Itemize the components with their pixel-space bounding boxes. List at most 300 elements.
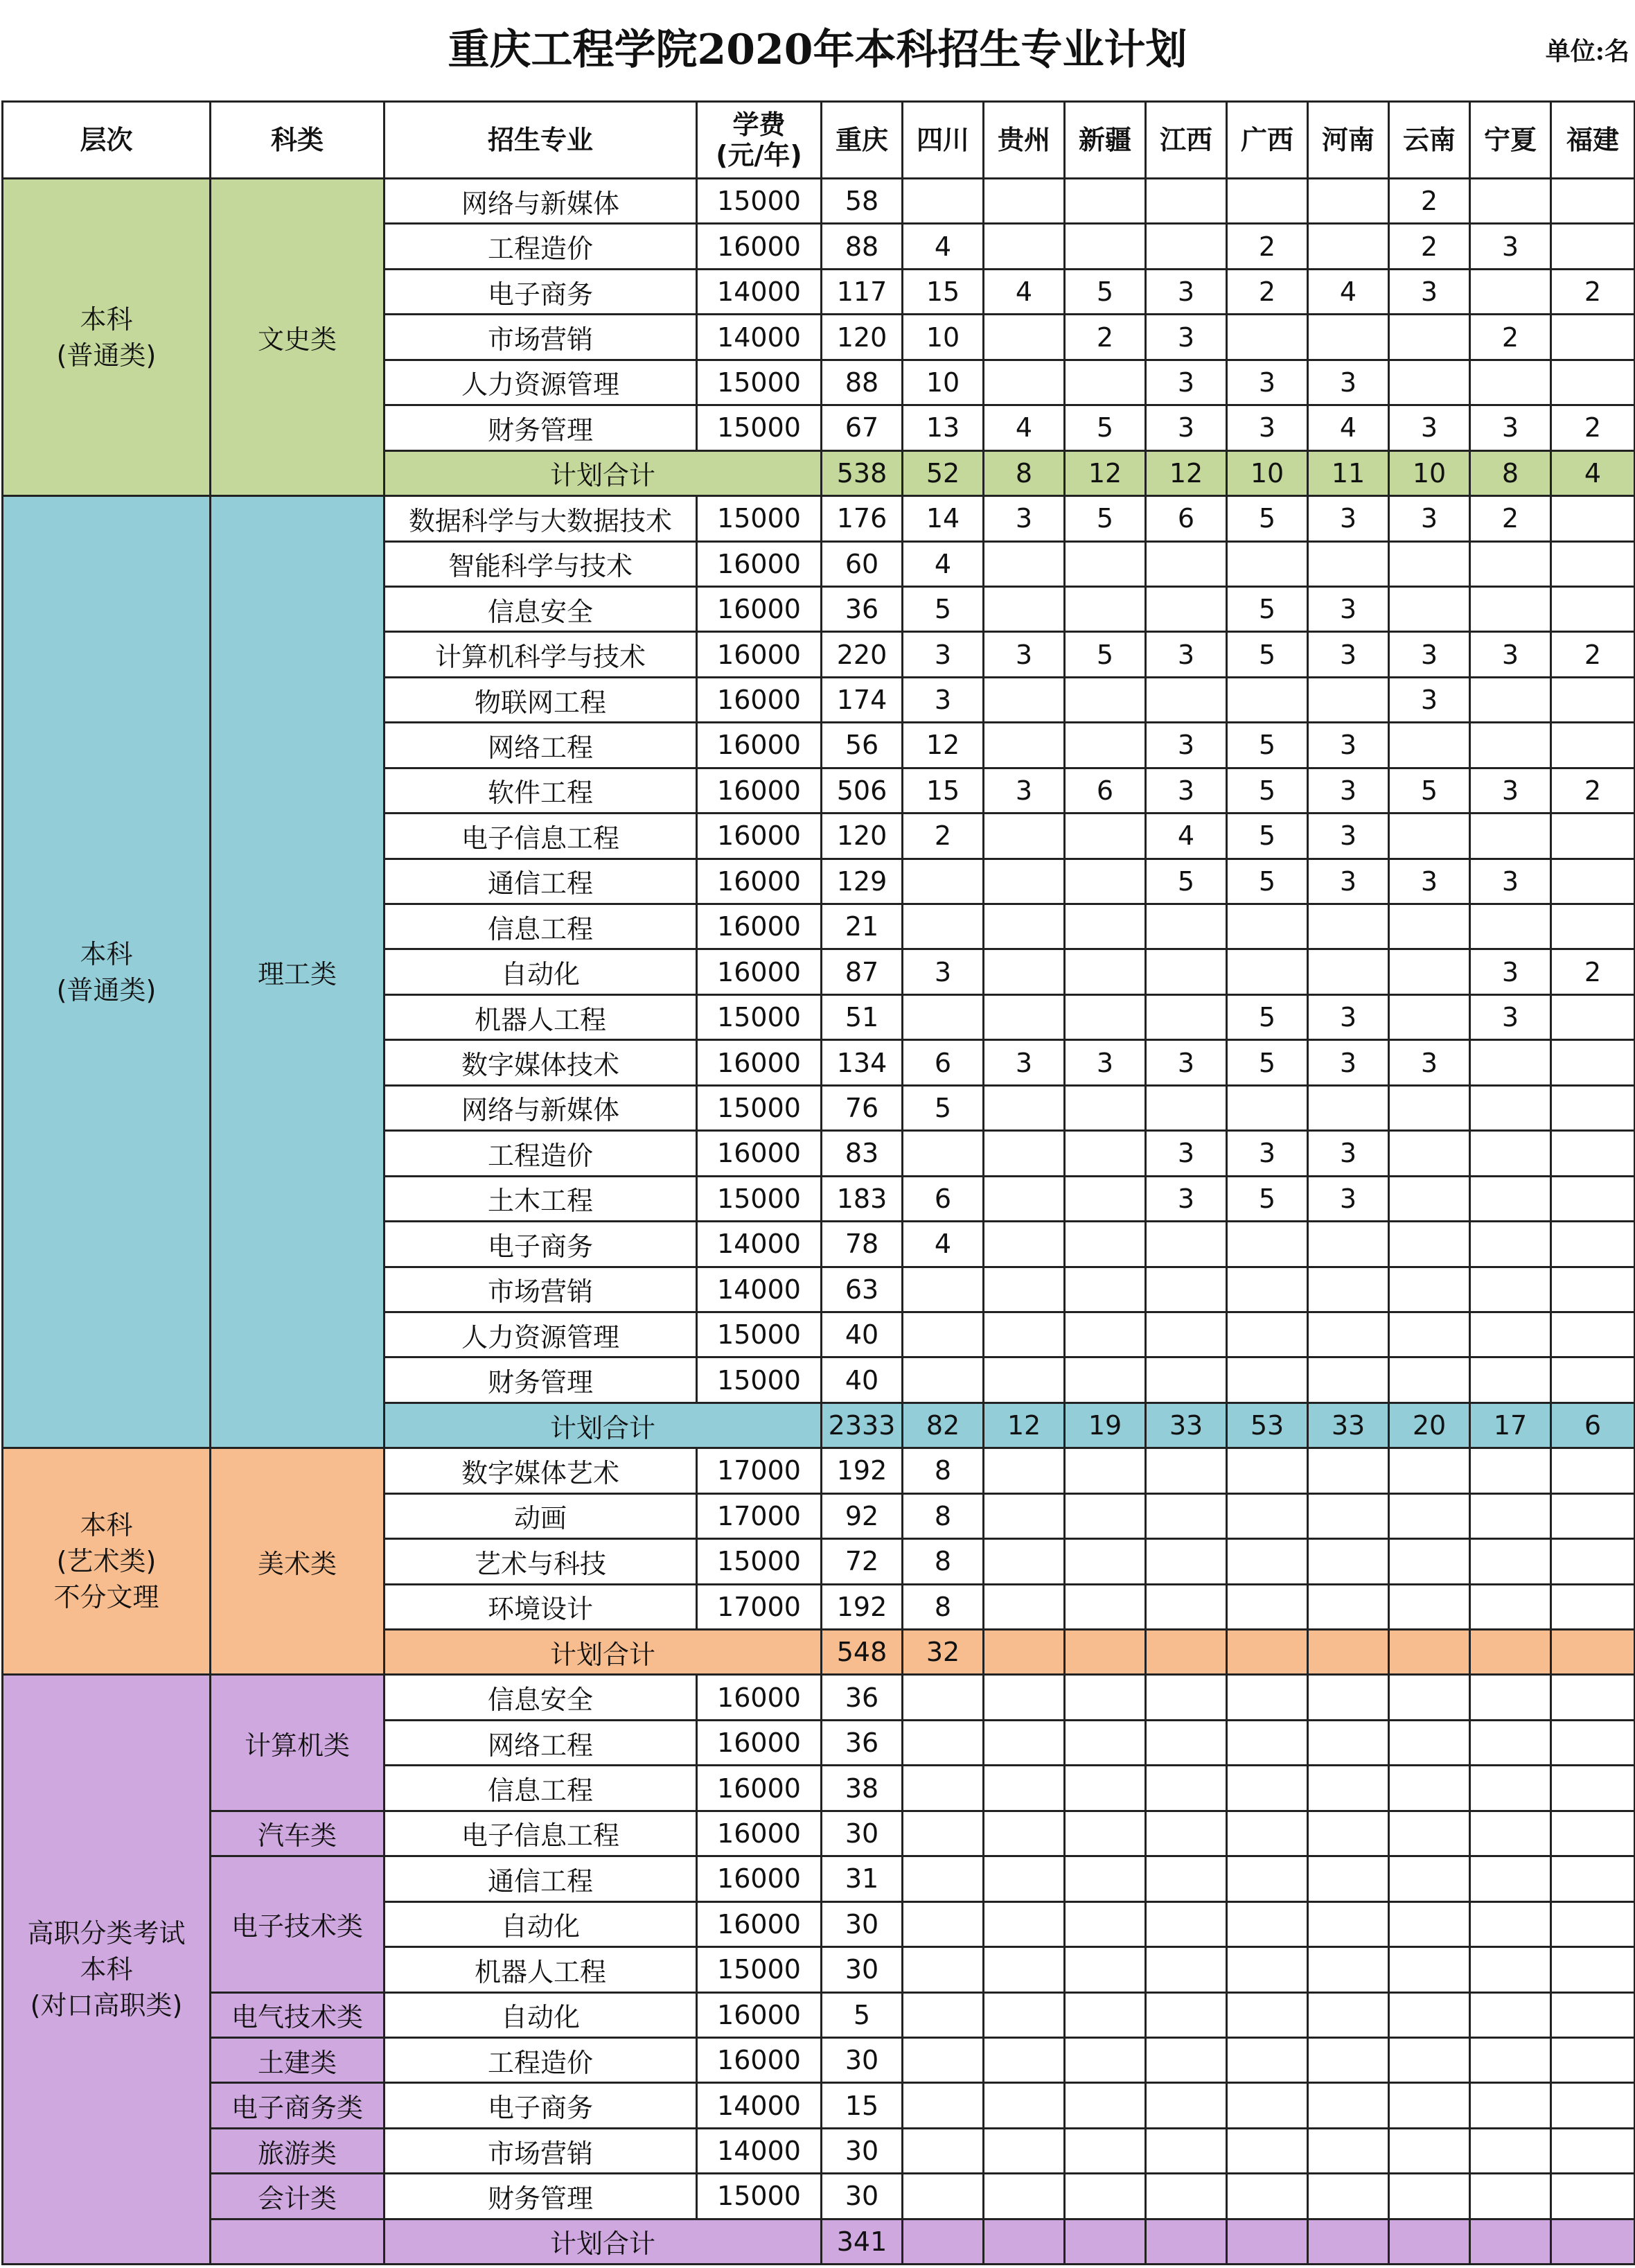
- count-cell: 2: [1389, 179, 1470, 224]
- count-cell: [1146, 1766, 1227, 1811]
- count-cell: 5: [1227, 859, 1308, 904]
- count-cell: [1389, 1539, 1470, 1584]
- count-cell: [903, 994, 984, 1039]
- count-cell: [1308, 1992, 1389, 2037]
- count-cell: [984, 814, 1065, 859]
- count-cell: [903, 1766, 984, 1811]
- count-cell: [1389, 994, 1470, 1039]
- count-cell: [984, 360, 1065, 405]
- major-cell: 信息安全: [385, 586, 697, 631]
- count-cell: [1470, 1539, 1551, 1584]
- count-cell: [1065, 586, 1146, 631]
- level-cell: 本科 (普通类): [3, 496, 211, 1448]
- count-cell: 67: [822, 405, 903, 450]
- count-cell: 3: [1308, 768, 1389, 813]
- count-cell: [1065, 677, 1146, 722]
- major-cell: 财务管理: [385, 1357, 697, 1403]
- header-province: 云南: [1389, 102, 1470, 179]
- count-cell: [1551, 1811, 1635, 1856]
- count-cell: [1470, 1357, 1551, 1403]
- count-cell: 2: [1551, 632, 1635, 677]
- count-cell: 5: [1227, 994, 1308, 1039]
- tuition-cell: 15000: [697, 1085, 822, 1130]
- count-cell: [1551, 1539, 1635, 1584]
- tuition-cell: 16000: [697, 1766, 822, 1811]
- count-cell: [1308, 1811, 1389, 1856]
- count-cell: [1065, 1766, 1146, 1811]
- count-cell: [1389, 904, 1470, 949]
- count-cell: [1227, 179, 1308, 224]
- total-count: [1227, 2219, 1308, 2264]
- count-cell: [1146, 2128, 1227, 2173]
- count-cell: 31: [822, 1856, 903, 1901]
- count-cell: [1146, 1901, 1227, 1946]
- count-cell: 3: [1146, 632, 1227, 677]
- count-cell: [1551, 1448, 1635, 1493]
- total-count: 33: [1146, 1403, 1227, 1448]
- count-cell: [903, 1992, 984, 2037]
- major-cell: 通信工程: [385, 1856, 697, 1901]
- count-cell: [1146, 1448, 1227, 1493]
- count-cell: [1389, 1267, 1470, 1312]
- count-cell: [1308, 1720, 1389, 1765]
- count-cell: [1146, 1675, 1227, 1720]
- count-cell: [1551, 1675, 1635, 1720]
- count-cell: 8: [903, 1493, 984, 1538]
- major-cell: 工程造价: [385, 224, 697, 269]
- count-cell: [1308, 224, 1389, 269]
- table-row: [3, 2037, 1635, 2082]
- total-count: 10: [1389, 450, 1470, 495]
- tuition-cell: 16000: [697, 1901, 822, 1946]
- count-cell: 5: [1389, 768, 1470, 813]
- count-cell: [1146, 1947, 1227, 1992]
- count-cell: [1065, 2174, 1146, 2219]
- count-cell: [1065, 1267, 1146, 1312]
- count-cell: [1308, 1448, 1389, 1493]
- count-cell: 5: [1227, 768, 1308, 813]
- count-cell: 12: [903, 723, 984, 768]
- count-cell: 3: [1146, 723, 1227, 768]
- count-cell: 5: [1065, 269, 1146, 314]
- major-cell: 自动化: [385, 949, 697, 994]
- count-cell: [1227, 541, 1308, 586]
- tuition-cell: 16000: [697, 814, 822, 859]
- tuition-cell: 15000: [697, 2174, 822, 2219]
- count-cell: [1065, 814, 1146, 859]
- count-cell: [1389, 1493, 1470, 1538]
- count-cell: 3: [1470, 859, 1551, 904]
- total-count: 6: [1551, 1403, 1635, 1448]
- count-cell: 3: [1470, 224, 1551, 269]
- count-cell: [1389, 2083, 1470, 2128]
- header-category: 科类: [211, 102, 385, 179]
- count-cell: 220: [822, 632, 903, 677]
- count-cell: [1146, 586, 1227, 631]
- total-count: 52: [903, 450, 984, 495]
- count-cell: [984, 994, 1065, 1039]
- count-cell: [1389, 1992, 1470, 2037]
- count-cell: 6: [903, 1176, 984, 1221]
- total-count: 10: [1227, 450, 1308, 495]
- tuition-cell: 16000: [697, 904, 822, 949]
- count-cell: 8: [903, 1539, 984, 1584]
- count-cell: [1551, 814, 1635, 859]
- major-cell: 电子商务: [385, 1222, 697, 1267]
- count-cell: 3: [1389, 859, 1470, 904]
- total-count: 12: [1146, 450, 1227, 495]
- total-count: [1551, 2219, 1635, 2264]
- count-cell: [1551, 904, 1635, 949]
- count-cell: 3: [1308, 632, 1389, 677]
- count-cell: 60: [822, 541, 903, 586]
- count-cell: 6: [1146, 496, 1227, 541]
- count-cell: 15: [903, 768, 984, 813]
- count-cell: 3: [1470, 994, 1551, 1039]
- major-cell: 电子商务: [385, 2083, 697, 2128]
- category-cell: 文史类: [211, 179, 385, 496]
- count-cell: [903, 2174, 984, 2219]
- total-row: [3, 2219, 1635, 2264]
- count-cell: 3: [1389, 677, 1470, 722]
- total-count: 53: [1227, 1403, 1308, 1448]
- count-cell: 4: [984, 269, 1065, 314]
- count-cell: [1551, 1131, 1635, 1176]
- unit-label: 单位:名: [1545, 37, 1629, 66]
- count-cell: 3: [984, 632, 1065, 677]
- count-cell: [1227, 677, 1308, 722]
- total-count: 341: [822, 2219, 903, 2264]
- count-cell: [1308, 2174, 1389, 2219]
- tuition-cell: 14000: [697, 2083, 822, 2128]
- total-label: 计划合计: [385, 1630, 822, 1675]
- total-count: 19: [1065, 1403, 1146, 1448]
- count-cell: 3: [1308, 723, 1389, 768]
- count-cell: 21: [822, 904, 903, 949]
- count-cell: 3: [1146, 1131, 1227, 1176]
- count-cell: [1551, 1901, 1635, 1946]
- count-cell: 8: [903, 1584, 984, 1629]
- total-label: 计划合计: [385, 1403, 822, 1448]
- count-cell: [1470, 2037, 1551, 2082]
- count-cell: [1470, 814, 1551, 859]
- count-cell: [1551, 2037, 1635, 2082]
- count-cell: [1065, 2083, 1146, 2128]
- count-cell: [1227, 1720, 1308, 1765]
- count-cell: 2: [1389, 224, 1470, 269]
- count-cell: 129: [822, 859, 903, 904]
- category-cell: 电子技术类: [211, 1856, 385, 1992]
- total-count: [984, 2219, 1065, 2264]
- table-row: [3, 1811, 1635, 1856]
- tuition-cell: 14000: [697, 315, 822, 360]
- count-cell: [984, 2174, 1065, 2219]
- count-cell: [1308, 677, 1389, 722]
- header-province: 四川: [903, 102, 984, 179]
- count-cell: [1227, 2083, 1308, 2128]
- count-cell: [1551, 2128, 1635, 2173]
- tuition-cell: 16000: [697, 859, 822, 904]
- count-cell: [1470, 179, 1551, 224]
- count-cell: [1146, 1584, 1227, 1629]
- count-cell: 4: [903, 224, 984, 269]
- header-province: 贵州: [984, 102, 1065, 179]
- count-cell: [1308, 179, 1389, 224]
- count-cell: [1389, 1947, 1470, 1992]
- header-level: 层次: [3, 102, 211, 179]
- count-cell: [1227, 1448, 1308, 1493]
- count-cell: [984, 1267, 1065, 1312]
- count-cell: [1389, 1085, 1470, 1130]
- count-cell: [1308, 1357, 1389, 1403]
- major-cell: 信息安全: [385, 1675, 697, 1720]
- count-cell: [1227, 2037, 1308, 2082]
- count-cell: [903, 859, 984, 904]
- count-cell: 2: [1551, 949, 1635, 994]
- count-cell: 4: [903, 541, 984, 586]
- count-cell: 13: [903, 405, 984, 450]
- count-cell: 30: [822, 2128, 903, 2173]
- count-cell: [1470, 1720, 1551, 1765]
- count-cell: [1470, 1947, 1551, 1992]
- count-cell: [1227, 1766, 1308, 1811]
- count-cell: [1470, 1040, 1551, 1085]
- count-cell: [1389, 814, 1470, 859]
- table-row: [3, 179, 1635, 224]
- major-cell: 市场营销: [385, 2128, 697, 2173]
- count-cell: [903, 2083, 984, 2128]
- count-cell: [1470, 1766, 1551, 1811]
- count-cell: 3: [1470, 949, 1551, 994]
- count-cell: [1065, 1493, 1146, 1538]
- count-cell: [1389, 360, 1470, 405]
- count-cell: 72: [822, 1539, 903, 1584]
- count-cell: [984, 179, 1065, 224]
- count-cell: 88: [822, 360, 903, 405]
- category-cell: 美术类: [211, 1448, 385, 1675]
- count-cell: [903, 1901, 984, 1946]
- count-cell: 4: [1146, 814, 1227, 859]
- count-cell: [1470, 1131, 1551, 1176]
- count-cell: [1308, 2128, 1389, 2173]
- count-cell: 92: [822, 1493, 903, 1538]
- category-cell: 电气技术类: [211, 1992, 385, 2037]
- count-cell: 2: [903, 814, 984, 859]
- major-cell: 市场营销: [385, 1267, 697, 1312]
- total-count: 548: [822, 1630, 903, 1675]
- count-cell: [1065, 1448, 1146, 1493]
- major-cell: 智能科学与技术: [385, 541, 697, 586]
- count-cell: [984, 859, 1065, 904]
- count-cell: [984, 2083, 1065, 2128]
- count-cell: 5: [1227, 723, 1308, 768]
- category-cell: 电子商务类: [211, 2083, 385, 2128]
- count-cell: 87: [822, 949, 903, 994]
- table-row: [3, 1992, 1635, 2037]
- tuition-cell: 15000: [697, 405, 822, 450]
- major-cell: 自动化: [385, 1992, 697, 2037]
- count-cell: 120: [822, 814, 903, 859]
- count-cell: [1227, 1901, 1308, 1946]
- tuition-cell: 17000: [697, 1448, 822, 1493]
- tuition-cell: 14000: [697, 269, 822, 314]
- count-cell: [1146, 1493, 1227, 1538]
- count-cell: 30: [822, 1811, 903, 1856]
- count-cell: [1470, 1584, 1551, 1629]
- header-province: 广西: [1227, 102, 1308, 179]
- count-cell: 3: [1146, 1040, 1227, 1085]
- count-cell: [984, 1085, 1065, 1130]
- table-row: [3, 1856, 1635, 1901]
- total-count: [1470, 1630, 1551, 1675]
- count-cell: [1470, 1222, 1551, 1267]
- count-cell: [1308, 1947, 1389, 1992]
- tuition-cell: 15000: [697, 1176, 822, 1221]
- count-cell: [984, 315, 1065, 360]
- count-cell: 30: [822, 1947, 903, 1992]
- count-cell: [1389, 1584, 1470, 1629]
- count-cell: [1227, 315, 1308, 360]
- count-cell: [1146, 541, 1227, 586]
- major-cell: 数字媒体技术: [385, 1040, 697, 1085]
- count-cell: 192: [822, 1584, 903, 1629]
- count-cell: [1227, 1675, 1308, 1720]
- level-cell: 本科 (艺术类) 不分文理: [3, 1448, 211, 1675]
- major-cell: 数据科学与大数据技术: [385, 496, 697, 541]
- count-cell: 3: [1227, 405, 1308, 450]
- count-cell: 51: [822, 994, 903, 1039]
- count-cell: [1227, 949, 1308, 994]
- count-cell: 3: [1308, 496, 1389, 541]
- count-cell: 4: [1308, 269, 1389, 314]
- count-cell: [1065, 859, 1146, 904]
- count-cell: [1308, 1584, 1389, 1629]
- count-cell: [1065, 1675, 1146, 1720]
- table-row: [3, 2083, 1635, 2128]
- count-cell: [1227, 1312, 1308, 1357]
- tuition-cell: 16000: [697, 949, 822, 994]
- tuition-cell: 16000: [697, 1992, 822, 2037]
- count-cell: [1308, 1312, 1389, 1357]
- count-cell: [1308, 1267, 1389, 1312]
- count-cell: [1065, 1176, 1146, 1221]
- count-cell: [1551, 1584, 1635, 1629]
- count-cell: 3: [1308, 814, 1389, 859]
- total-count: 8: [1470, 450, 1551, 495]
- count-cell: [903, 2128, 984, 2173]
- count-cell: 36: [822, 1720, 903, 1765]
- count-cell: [1470, 586, 1551, 631]
- count-cell: 3: [1308, 859, 1389, 904]
- count-cell: 6: [903, 1040, 984, 1085]
- major-cell: 物联网工程: [385, 677, 697, 722]
- count-cell: [1065, 224, 1146, 269]
- tuition-cell: 16000: [697, 677, 822, 722]
- count-cell: [1065, 1222, 1146, 1267]
- count-cell: [903, 1131, 984, 1176]
- count-cell: [1389, 949, 1470, 994]
- count-cell: [1227, 1222, 1308, 1267]
- count-cell: 3: [1308, 586, 1389, 631]
- tuition-cell: 16000: [697, 1720, 822, 1765]
- level-cell: 高职分类考试 本科 (对口高职类): [3, 1675, 211, 2265]
- count-cell: [1470, 360, 1551, 405]
- count-cell: [984, 1493, 1065, 1538]
- major-cell: 电子信息工程: [385, 1811, 697, 1856]
- count-cell: 2: [1065, 315, 1146, 360]
- count-cell: [1551, 2083, 1635, 2128]
- count-cell: 3: [1308, 994, 1389, 1039]
- count-cell: 4: [903, 1222, 984, 1267]
- count-cell: [984, 1448, 1065, 1493]
- count-cell: 78: [822, 1222, 903, 1267]
- total-count: [1308, 1630, 1389, 1675]
- count-cell: 2: [1470, 496, 1551, 541]
- count-cell: [1065, 360, 1146, 405]
- count-cell: [1389, 2128, 1470, 2173]
- count-cell: [984, 1766, 1065, 1811]
- count-cell: 38: [822, 1766, 903, 1811]
- count-cell: [903, 1312, 984, 1357]
- count-cell: [1065, 1584, 1146, 1629]
- count-cell: [1146, 2083, 1227, 2128]
- total-count: [1389, 2219, 1470, 2264]
- count-cell: 5: [1227, 1176, 1308, 1221]
- tuition-cell: 15000: [697, 1357, 822, 1403]
- count-cell: [1065, 541, 1146, 586]
- header-province: 重庆: [822, 102, 903, 179]
- major-cell: 动画: [385, 1493, 697, 1538]
- total-count: [1389, 1630, 1470, 1675]
- count-cell: [1470, 1992, 1551, 2037]
- major-cell: 通信工程: [385, 859, 697, 904]
- count-cell: [1146, 1992, 1227, 2037]
- major-cell: 人力资源管理: [385, 360, 697, 405]
- count-cell: [903, 2037, 984, 2082]
- major-cell: 工程造价: [385, 1131, 697, 1176]
- count-cell: [1389, 1312, 1470, 1357]
- count-cell: [1065, 2128, 1146, 2173]
- category-cell: 计算机类: [211, 1675, 385, 1811]
- count-cell: 3: [903, 677, 984, 722]
- count-cell: [903, 1856, 984, 1901]
- count-cell: [1227, 1584, 1308, 1629]
- count-cell: [1551, 2174, 1635, 2219]
- count-cell: 174: [822, 677, 903, 722]
- count-cell: [984, 1357, 1065, 1403]
- major-cell: 电子商务: [385, 269, 697, 314]
- count-cell: [984, 1947, 1065, 1992]
- tuition-cell: 15000: [697, 360, 822, 405]
- category-cell: 土建类: [211, 2037, 385, 2082]
- count-cell: [1227, 1992, 1308, 2037]
- count-cell: [1470, 269, 1551, 314]
- category-cell: 旅游类: [211, 2128, 385, 2173]
- count-cell: [903, 1675, 984, 1720]
- tuition-cell: 16000: [697, 1811, 822, 1856]
- count-cell: [984, 586, 1065, 631]
- count-cell: 30: [822, 1901, 903, 1946]
- tuition-cell: 16000: [697, 586, 822, 631]
- count-cell: 3: [1146, 315, 1227, 360]
- count-cell: [1227, 904, 1308, 949]
- tuition-cell: 15000: [697, 1947, 822, 1992]
- count-cell: 3: [903, 949, 984, 994]
- count-cell: 3: [1227, 360, 1308, 405]
- major-cell: 艺术与科技: [385, 1539, 697, 1584]
- count-cell: [1551, 360, 1635, 405]
- count-cell: [1389, 2174, 1470, 2219]
